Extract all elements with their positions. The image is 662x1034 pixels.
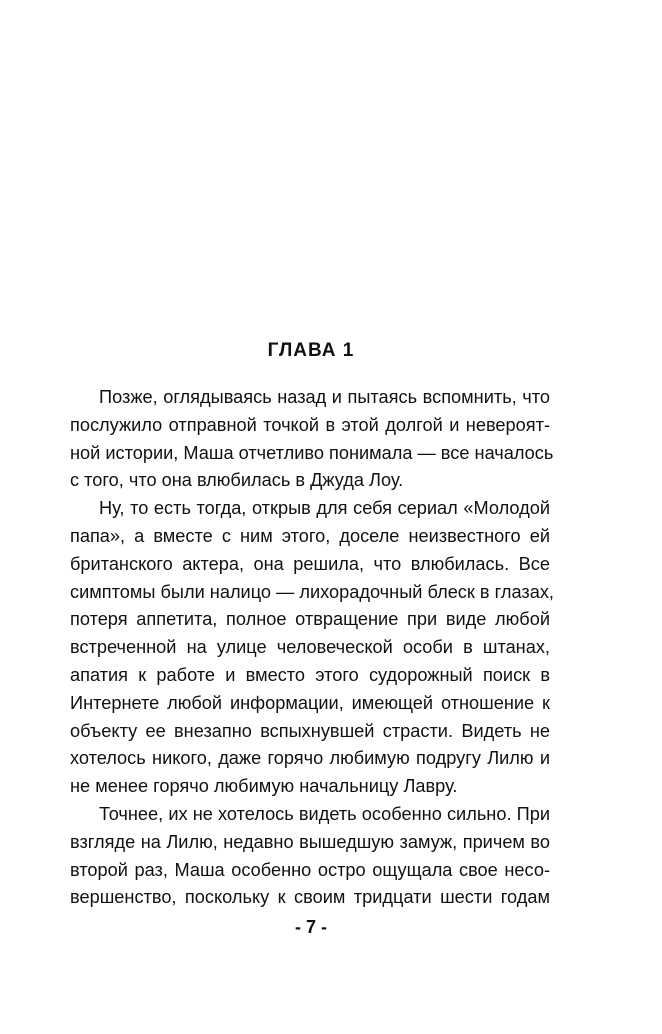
text-line: Ну, то есть тогда, открыв для себя сериал «Молодой — [99, 498, 550, 519]
paragraph — [70, 495, 554, 801]
text-line: объекту ее внезапно вспыхнувшей страсти. Видеть не — [70, 720, 550, 741]
text-line: послужило отправной точкой в этой долгой и невероят- — [70, 414, 550, 435]
text-line: хотелось никого, даже горячо любимую подругу Лилю и — [70, 748, 550, 769]
text-line: встреченной на улице человеческой особи в штанах, — [70, 637, 550, 658]
body-text — [70, 384, 554, 912]
text-line: Позже, оглядываясь назад и пытаясь вспомнить, что — [99, 387, 550, 407]
paragraph — [70, 384, 554, 495]
text-line: взгляде на Лилю, недавно вышедшую замуж, причем во — [70, 831, 550, 852]
text-line: симптомы были налицо — лихорадочный блеск в глазах, — [70, 581, 554, 602]
text-line: не менее горячо любимую начальницу Лавру. — [70, 776, 458, 797]
text-line: папа», а вместе с ним этого, доселе неизвестного ей — [70, 525, 550, 546]
text-line: второй раз, Маша особенно остро ощущала свое несо- — [70, 859, 550, 880]
text-line: апатия к работе и вместо этого судорожный поиск в — [70, 664, 550, 685]
chapter-title: ГЛАВА 1 — [267, 340, 355, 361]
text-line: с того, что она влюбилась в Джуда Лоу. — [70, 470, 404, 491]
page-number: - 7 - — [294, 917, 327, 937]
paragraph — [70, 801, 550, 912]
text-line: вершенство, поскольку к своим тридцати шести годам — [70, 887, 550, 908]
text-line: ной истории, Маша отчетливо понимала — все началось — [70, 442, 554, 463]
text-line: потеря аппетита, полное отвращение при виде любой — [70, 609, 550, 630]
text-line: британского актера, она решила, что влюбилась. Все — [70, 553, 550, 574]
text-line: Интернете любой информации, имеющей отношение к — [70, 692, 550, 713]
text-line: Точнее, их не хотелось видеть особенно сильно. При — [99, 803, 550, 824]
